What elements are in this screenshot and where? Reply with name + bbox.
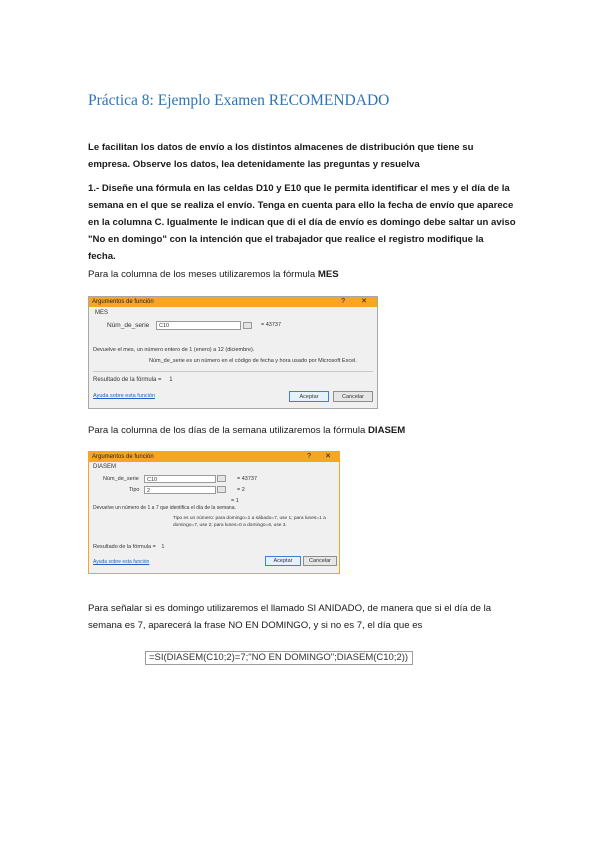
page-title: Práctica 8: Ejemplo Examen RECOMENDADO xyxy=(88,92,390,109)
question-line: 1.- Diseñe una fórmula en las celdas D10 y E10 que le permita identificar el mes y el día de la xyxy=(88,183,510,194)
diasem-intro-text xyxy=(88,422,528,439)
result-label: Resultado de la fórmula = xyxy=(93,544,156,550)
cancel-button[interactable]: Cancelar xyxy=(333,391,373,402)
question-line: "No en domingo" con la intención que el trabajador que realice el registro modifique la xyxy=(88,234,484,245)
arg-label: Núm_de_serie xyxy=(107,322,150,329)
result-row xyxy=(93,377,173,383)
formula-bar: =SI(DIASEM(C10;2)=7;"NO EN DOMINGO";DIASEM(C10;2)) xyxy=(145,651,413,665)
total-result: = 1 xyxy=(231,498,239,504)
help-link[interactable]: Ayuda sobre esta función xyxy=(93,393,155,399)
collapse-dialog-button[interactable] xyxy=(243,322,252,329)
arg2-label: Tipo xyxy=(129,487,140,493)
arg1-input[interactable]: C10 xyxy=(144,475,216,483)
collapse-dialog-button[interactable] xyxy=(217,486,226,493)
si-line: semana es 7, aparecerá la frase NO EN DOMINGO, y si no es 7, el día que es xyxy=(88,620,423,631)
dialog-diasem xyxy=(88,451,340,574)
question-line: en la columna C. Igualmente le indican que di el día de envío es domingo debe saltar un aviso xyxy=(88,217,516,228)
arg1-result: = 43737 xyxy=(237,476,258,482)
si-paragraph xyxy=(88,600,528,634)
arg-input[interactable]: C10 xyxy=(156,321,241,330)
mes-intro-text xyxy=(88,266,528,283)
result-value: 1 xyxy=(169,377,173,383)
arg1-label: Núm_de_serie xyxy=(103,476,139,482)
intro-line: empresa. Observe los datos, lea detenidamente las preguntas y resuelva xyxy=(88,159,420,170)
intro-line: Le facilitan los datos de envío a los distintos almacenes de distribución que tiene su xyxy=(88,142,474,153)
result-label: Resultado de la fórmula = xyxy=(93,377,162,383)
mes-function-name: MES xyxy=(317,269,339,280)
intro-paragraph xyxy=(88,139,528,173)
arg2-input[interactable]: 2 xyxy=(144,486,216,494)
help-link[interactable]: Ayuda sobre esta función xyxy=(93,559,150,565)
arg-description: Tipo es un número: para domingo=1 a sábado=7, use 1; para lunes=1 a domingo=7, use 2; para lunes=0 a domingo=6, use 3. xyxy=(173,516,326,528)
function-description: Devuelve un número de 1 a 7 que identifica el día de la semana. xyxy=(93,505,236,511)
ok-button[interactable]: Aceptar xyxy=(265,556,301,566)
function-description: Devuelve el mes, un número entero de 1 (enero) a 12 (diciembre). xyxy=(93,347,255,353)
dialog-mes xyxy=(88,296,378,409)
mes-intro-prefix: Para la columna de los meses utilizaremos la fórmula xyxy=(88,269,318,280)
dialog-mes-titlebar xyxy=(89,297,377,307)
collapse-dialog-button[interactable] xyxy=(217,475,226,482)
diasem-function-name: DIASEM xyxy=(367,425,406,436)
dialog-diasem-titlebar xyxy=(89,452,339,462)
cancel-button[interactable]: Cancelar xyxy=(303,556,337,566)
question-line: semana en el que se realiza el envío. Tenga en cuenta para ello la fecha de envío que aparece xyxy=(88,200,514,211)
diasem-intro-prefix: Para la columna de los días de la semana utilizaremos la fórmula xyxy=(88,425,368,436)
arg-description: Núm_de_serie es un número en el código de fecha y hora usado por Microsoft Excel. xyxy=(149,358,357,364)
dialog-mes-title: Argumentos de función xyxy=(92,299,154,305)
dialog-diasem-title: Argumentos de función xyxy=(92,454,154,460)
close-icon[interactable]: ✕ xyxy=(325,453,331,460)
function-name: MES xyxy=(95,310,109,316)
arg2-result: = 2 xyxy=(237,487,245,493)
close-icon[interactable]: ✕ xyxy=(361,298,367,305)
function-name: DIASEM xyxy=(93,464,117,470)
result-value: 1 xyxy=(161,544,165,550)
question-paragraph xyxy=(88,180,528,265)
si-line: Para señalar si es domingo utilizaremos el llamado SI ANIDADO, de manera que si el día de la xyxy=(88,603,492,614)
arg-result: = 43737 xyxy=(261,322,282,328)
result-row xyxy=(93,544,164,550)
help-icon[interactable]: ? xyxy=(307,453,311,460)
divider xyxy=(93,371,373,372)
question-line: fecha. xyxy=(88,251,116,262)
ok-button[interactable]: Aceptar xyxy=(289,391,329,402)
help-icon[interactable]: ? xyxy=(341,298,345,305)
